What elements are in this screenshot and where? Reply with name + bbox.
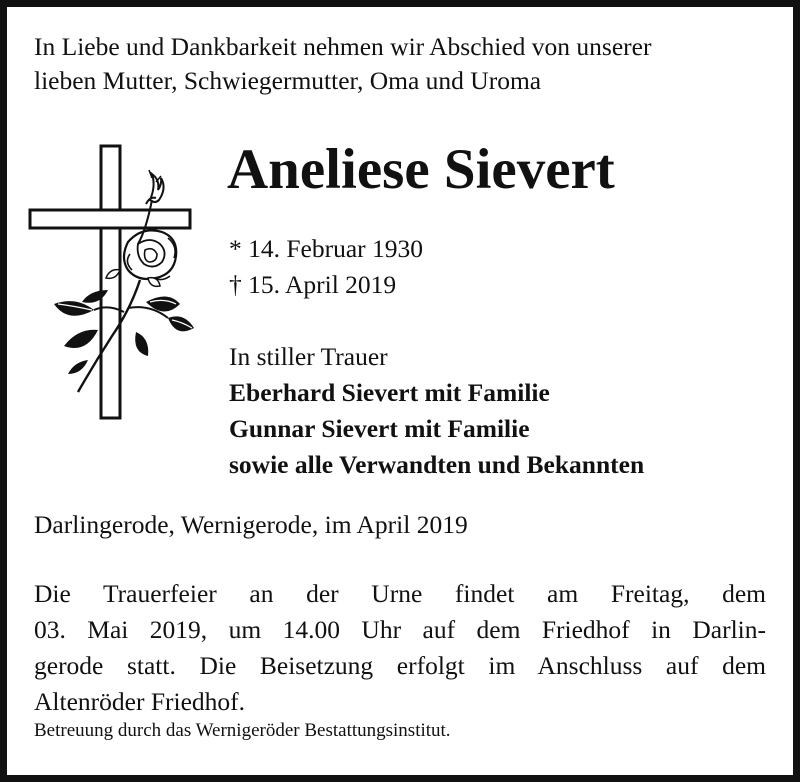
ceremony-line: Altenröder Friedhof. <box>34 687 246 716</box>
ceremony-line: 03. Mai 2019, um 14.00 Uhr auf dem Friedhof in Darlin- <box>34 615 766 644</box>
mourner-line: Gunnar Sievert mit Familie <box>229 414 530 443</box>
funeral-home-note: Betreuung durch das Wernigeröder Bestattungsinstitut. <box>34 720 451 741</box>
place-date: Darlingerode, Wernigerode, im April 2019 <box>34 510 468 539</box>
ceremony-text <box>34 576 766 720</box>
mourner-line: sowie alle Verwandten und Bekannten <box>229 450 645 479</box>
mourners-block <box>229 339 644 483</box>
intro-text <box>34 30 774 98</box>
intro-line: lieben Mutter, Schwiegermutter, Oma und Uroma <box>34 66 542 95</box>
mourning-intro: In stiller Trauer <box>229 342 388 371</box>
birth-date: * 14. Februar 1930 <box>229 234 424 263</box>
cross-with-rose-icon <box>28 142 198 424</box>
life-dates <box>229 231 423 303</box>
death-date: † 15. April 2019 <box>229 270 397 299</box>
ceremony-line: Die Trauerfeier an der Urne findet am Freitag, dem <box>34 579 766 608</box>
mourner-line: Eberhard Sievert mit Familie <box>229 378 550 407</box>
deceased-name: Aneliese Sievert <box>227 138 615 201</box>
intro-line: In Liebe und Dankbarkeit nehmen wir Abschied von unserer <box>34 32 652 61</box>
ceremony-line: gerode statt. Die Beisetzung erfolgt im Anschluss auf dem <box>34 651 766 680</box>
